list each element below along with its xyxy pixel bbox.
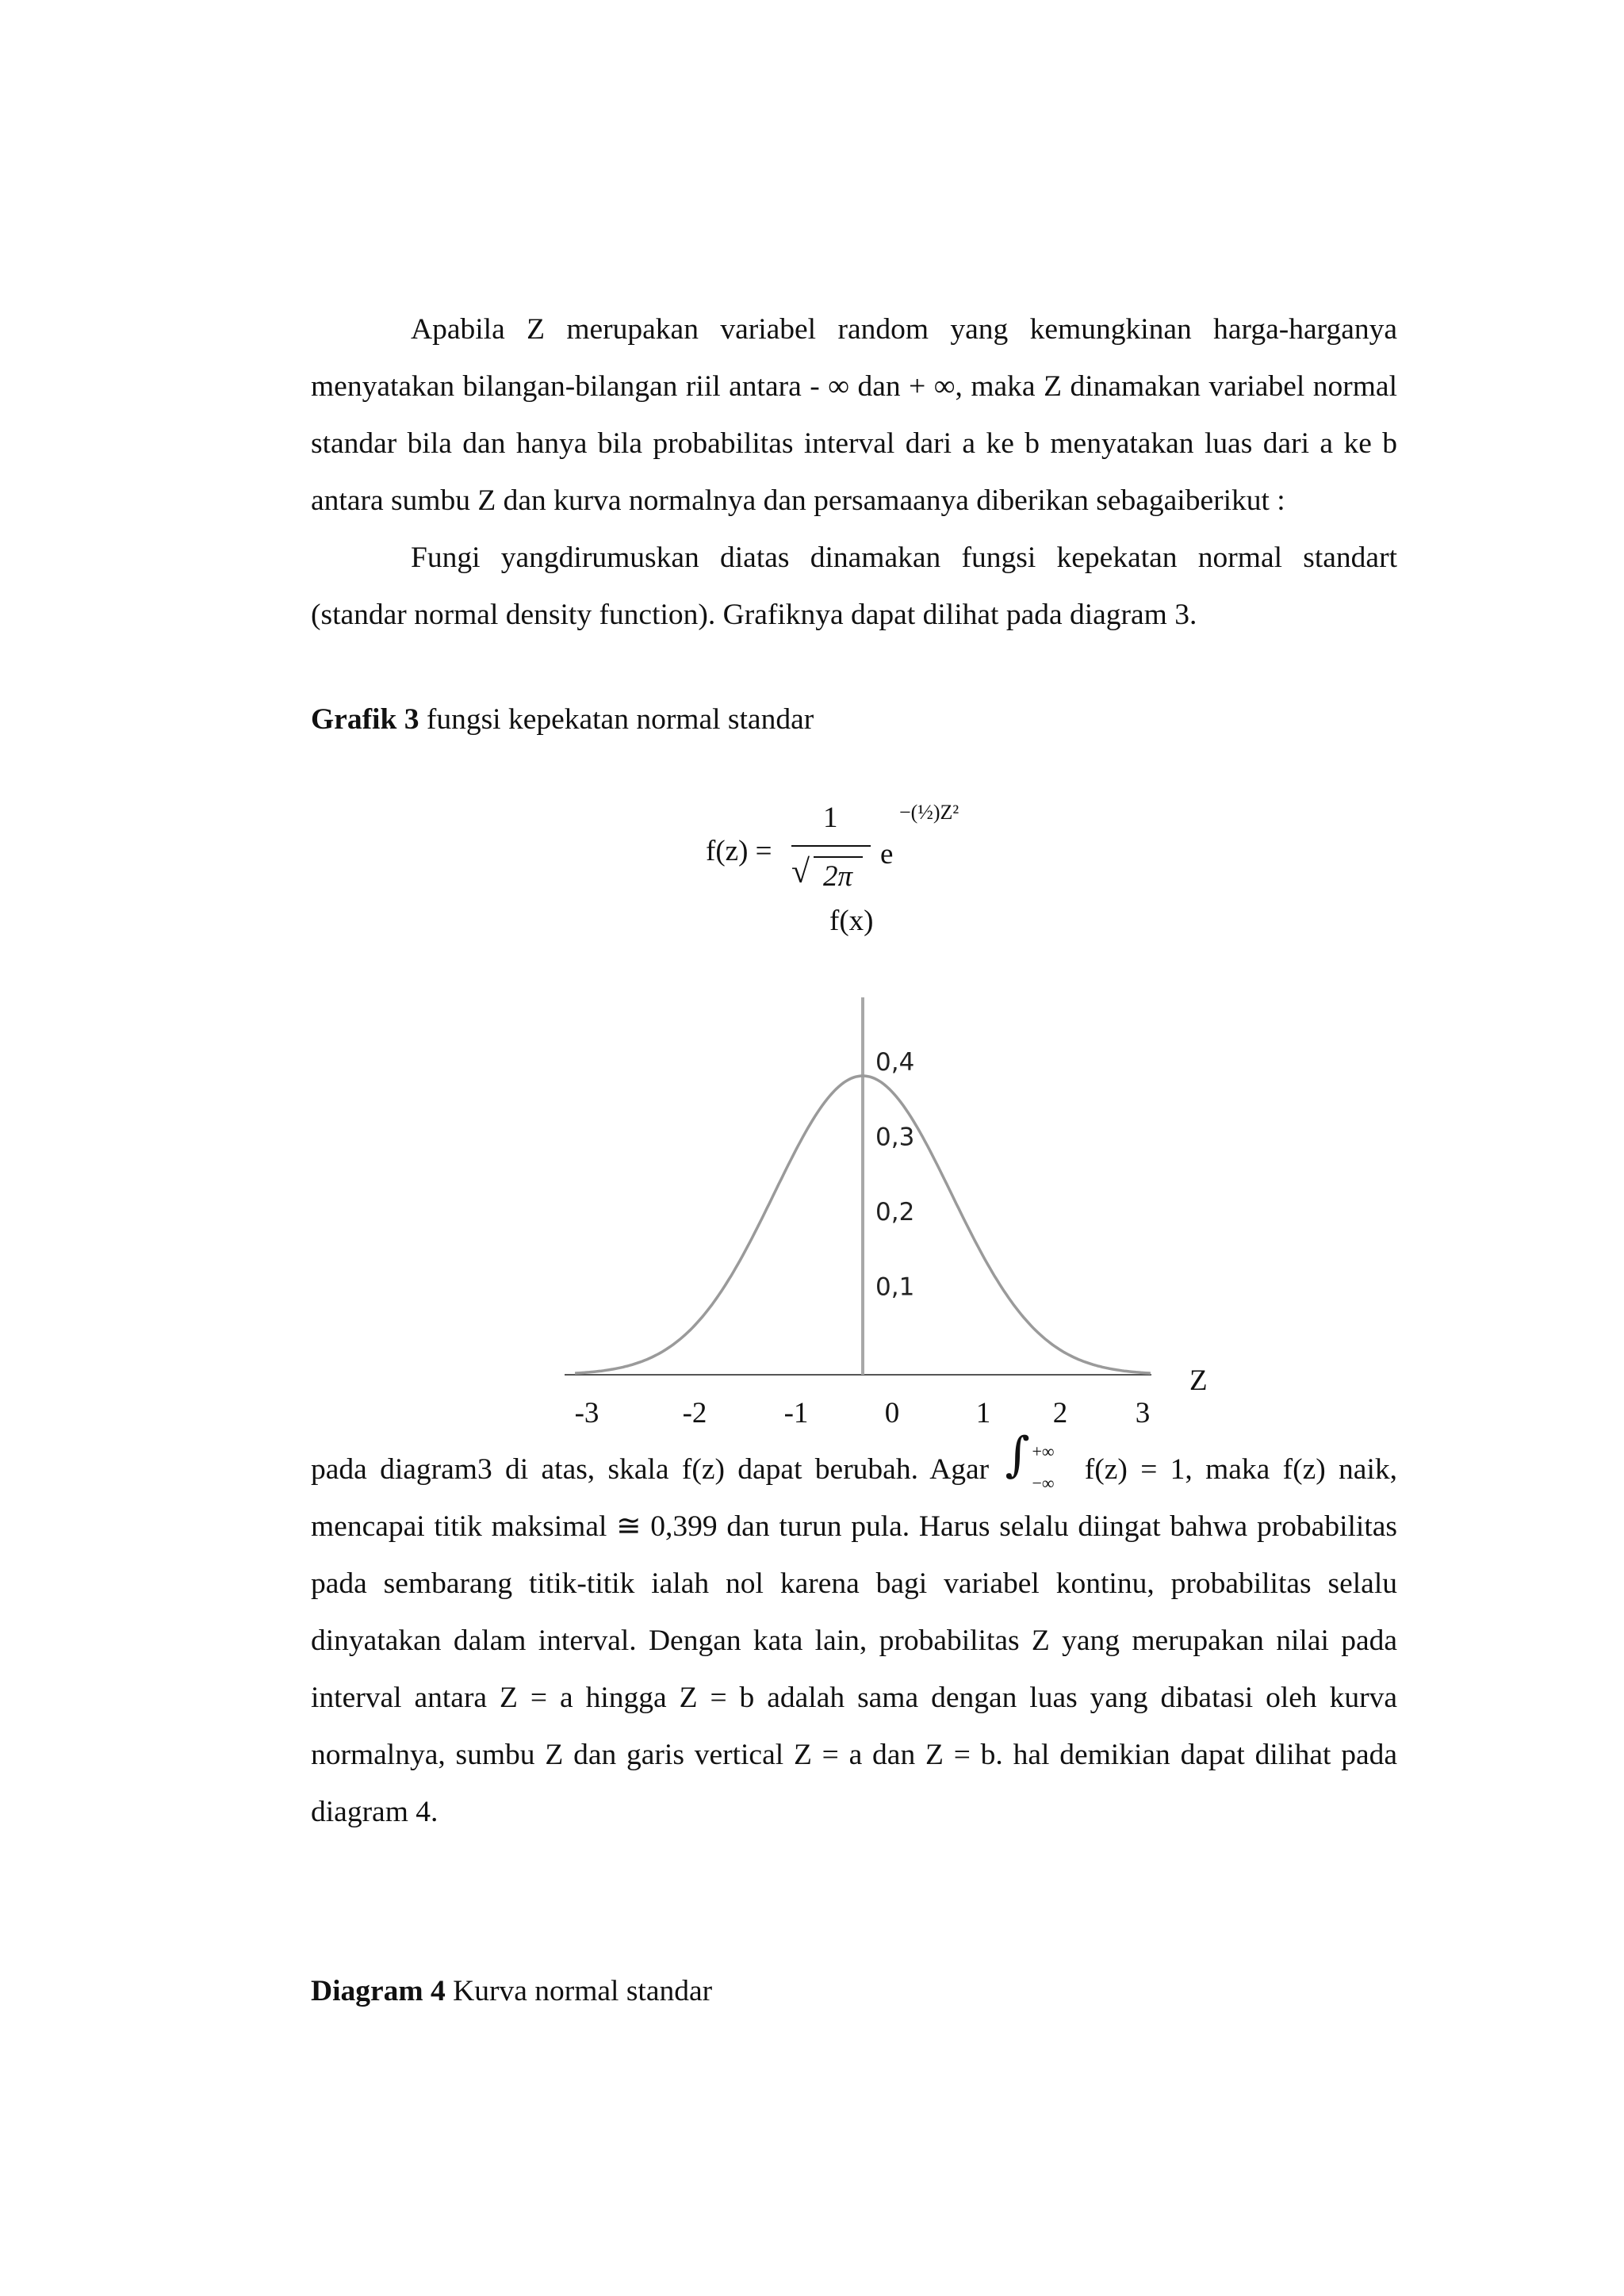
x-tick-label: -2	[682, 1397, 707, 1429]
figure-heading-bold: Grafik 3	[311, 703, 419, 736]
x-tick-label: -1	[783, 1397, 809, 1429]
formula-denominator: 2π	[823, 860, 853, 893]
formula-lhs: f(z) =	[706, 835, 772, 867]
x-tick-label: 2	[1052, 1397, 1068, 1429]
x-tick-label: 0	[884, 1397, 900, 1429]
x-tick-label: 1	[975, 1397, 991, 1429]
y-tick-label: 0,1	[875, 1272, 915, 1302]
formula-numerator: 1	[823, 802, 838, 834]
y-tick-label: 0,2	[875, 1198, 915, 1226]
integral-upper-limit: +∞	[1032, 1441, 1055, 1461]
integral-symbol	[1002, 1427, 1071, 1493]
integral-lower-limit: −∞	[1032, 1473, 1055, 1493]
y-tick-label: 0,4	[875, 1048, 915, 1077]
radical-sign: √	[791, 854, 810, 890]
paragraph-3-start: pada diagram3 di atas, skala f(z) dapat berubah. Agar	[311, 1453, 990, 1486]
y-tick-label: 0,3	[875, 1123, 915, 1152]
diagram-heading	[311, 1974, 712, 2008]
text-section-bottom	[311, 1427, 1397, 1841]
paragraph-3	[311, 1427, 1397, 1841]
x-tick-label: 3	[1135, 1397, 1151, 1429]
formula-exponent: −(½)Z²	[899, 801, 959, 824]
x-axis-title: Z	[1189, 1364, 1208, 1397]
paragraph-3-rest: f(z) = 1, maka f(z) naik, mencapai titik maksimal ≅ 0,399 dan turun pula. Harus selalu diingat bahwa probabilitas pada sembarang titik-titik ialah nol karena bagi variabel kontinu, probabilitas selalu dinyatakan dalam interval. Dengan kata lain, probabilitas Z yang merupakan nilai pada interval antara Z = a hingga Z = b adalah sama dengan luas yang dibatasi oleh kurva normalnya, sumbu Z dan garis vertical Z = a dan Z = b. hal demikian dapat dilihat pada diagram 4.	[311, 1453, 1397, 1828]
fx-label: f(x)	[829, 905, 874, 937]
diagram-heading-rest: Kurva normal standar	[445, 1975, 713, 2007]
figure-heading-rest: fungsi kepekatan normal standar	[419, 703, 814, 736]
paragraph-2: Fungi yangdirumuskan diatas dinamakan fungsi kepekatan normal standart (standar normal density function). Grafiknya dapat dilihat pada diagram 3.	[311, 541, 1397, 631]
paragraph-1: Apabila Z merupakan variabel random yang kemungkinan harga-harganya menyatakan bilangan-bilangan riil antara - ∞ dan + ∞, maka Z dinamakan variabel normal standar bila dan hanya bila probabilitas interval dari a ke b menyatakan luas dari a ke b antara sumbu Z dan kurva normalnya dan persamaanya diberikan sebagaiberikut :	[311, 313, 1397, 517]
diagram-heading-bold: Diagram 4	[311, 1975, 446, 2007]
integral-sign-icon: ∫	[1005, 1427, 1030, 1483]
x-tick-label: -3	[574, 1397, 599, 1429]
formula-base-e: e	[880, 838, 894, 871]
